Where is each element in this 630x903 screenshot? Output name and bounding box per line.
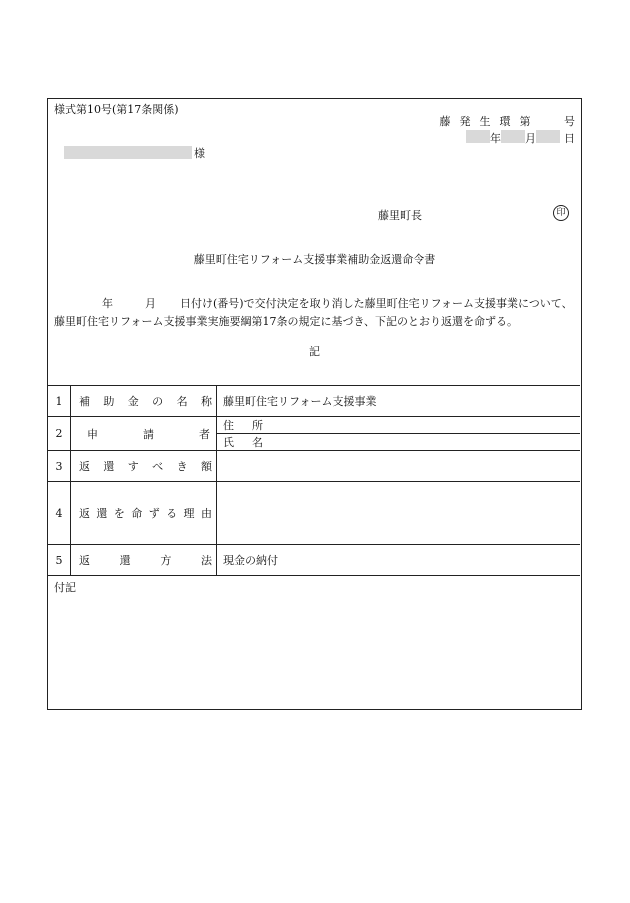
label-char: 還 [119,554,131,567]
day-blank [536,130,560,143]
applicant-cell [217,417,581,451]
month-blank [501,130,525,143]
label-char: 名 [252,436,263,449]
table-row [48,482,580,545]
label-char: 請 [143,427,154,441]
label-char: 者 [199,427,210,441]
doc-number-char: 発 [459,115,471,128]
appendix-label: 付記 [54,581,76,594]
doc-number-char: 生 [479,115,491,128]
label-char: 補 [79,395,90,408]
row-label [71,417,217,451]
row-value: 藤里町住宅リフォーム支援事業 [217,386,581,417]
address-row [217,417,580,434]
row-label [71,545,217,576]
issuer-name: 藤里町長 [378,209,422,222]
label-char: 返 [79,507,90,520]
year-label: 年 [490,132,501,145]
label-char: 命 [131,507,143,520]
form-number: 様式第10号(第17条関係) [54,103,179,116]
table-row [48,545,580,576]
applicant-subtable [217,417,580,450]
doc-number-char: 号 [564,115,575,128]
label-char: 称 [200,395,212,408]
table-row [48,417,580,451]
label-char: 返 [79,554,90,567]
label-char: 由 [200,507,212,520]
address-value [269,417,580,434]
body-month: 月 [145,297,156,310]
label-char: 住 [223,419,234,432]
doc-number-char: 藤 [439,115,451,128]
label-char: 理 [183,507,195,520]
label-char: 申 [87,427,98,441]
label-char: 方 [160,554,172,567]
row-number: 5 [48,545,71,576]
addressee-name-blank [64,146,192,159]
row-label [71,482,217,545]
label-char: 返 [79,460,90,473]
row-value: 現金の納付 [217,545,581,576]
row-number: 2 [48,417,71,451]
day-label: 日 [564,132,575,145]
row-label [71,386,217,417]
label-char: 額 [200,460,212,473]
label-char: 名 [176,395,188,408]
table-row [48,451,580,482]
row-number: 4 [48,482,71,545]
label-char: 金 [127,395,139,408]
body-text [54,295,576,331]
name-value [269,434,580,451]
document-title: 藤里町住宅リフォーム支援事業補助金返還命令書 [193,253,436,266]
name-row [217,434,580,451]
doc-number-char: 環 [499,115,511,128]
label-char: 還 [96,507,108,520]
row-number: 3 [48,451,71,482]
month-label: 月 [525,132,536,145]
label-char: 法 [200,554,212,567]
label-char: を [113,507,125,520]
addressee-suffix: 様 [194,147,205,160]
document-number [435,113,575,129]
table-row [48,386,580,417]
details-table [48,385,580,576]
row-number: 1 [48,386,71,417]
label-char: る [166,507,178,520]
body-main: 日付け(番号)で交付決定を取り消した藤里町住宅リフォーム支援事業について、藤里町住宅リフォーム支援事業実施要綱第17条の規定に基づき、下記のとおり返還を命ずる。 [54,297,573,328]
name-label [217,434,269,451]
date-line [466,130,575,145]
label-char: 還 [103,460,115,473]
year-blank [466,130,490,143]
label-char: の [152,395,164,408]
address-label [217,417,269,434]
label-char: き [176,460,188,473]
label-char: 所 [252,419,263,432]
label-char: 氏 [223,436,234,449]
row-label [71,451,217,482]
label-char: ず [148,507,160,520]
row-value [217,451,581,482]
label-char: 助 [103,395,115,408]
label-char: べ [152,460,164,473]
label-char: す [127,460,139,473]
ki-heading: 記 [309,345,320,358]
seal-mark: 印 [553,205,569,221]
document-frame [47,98,582,710]
body-year: 年 [102,297,113,310]
row-value [217,482,581,545]
doc-number-char: 第 [519,115,531,128]
